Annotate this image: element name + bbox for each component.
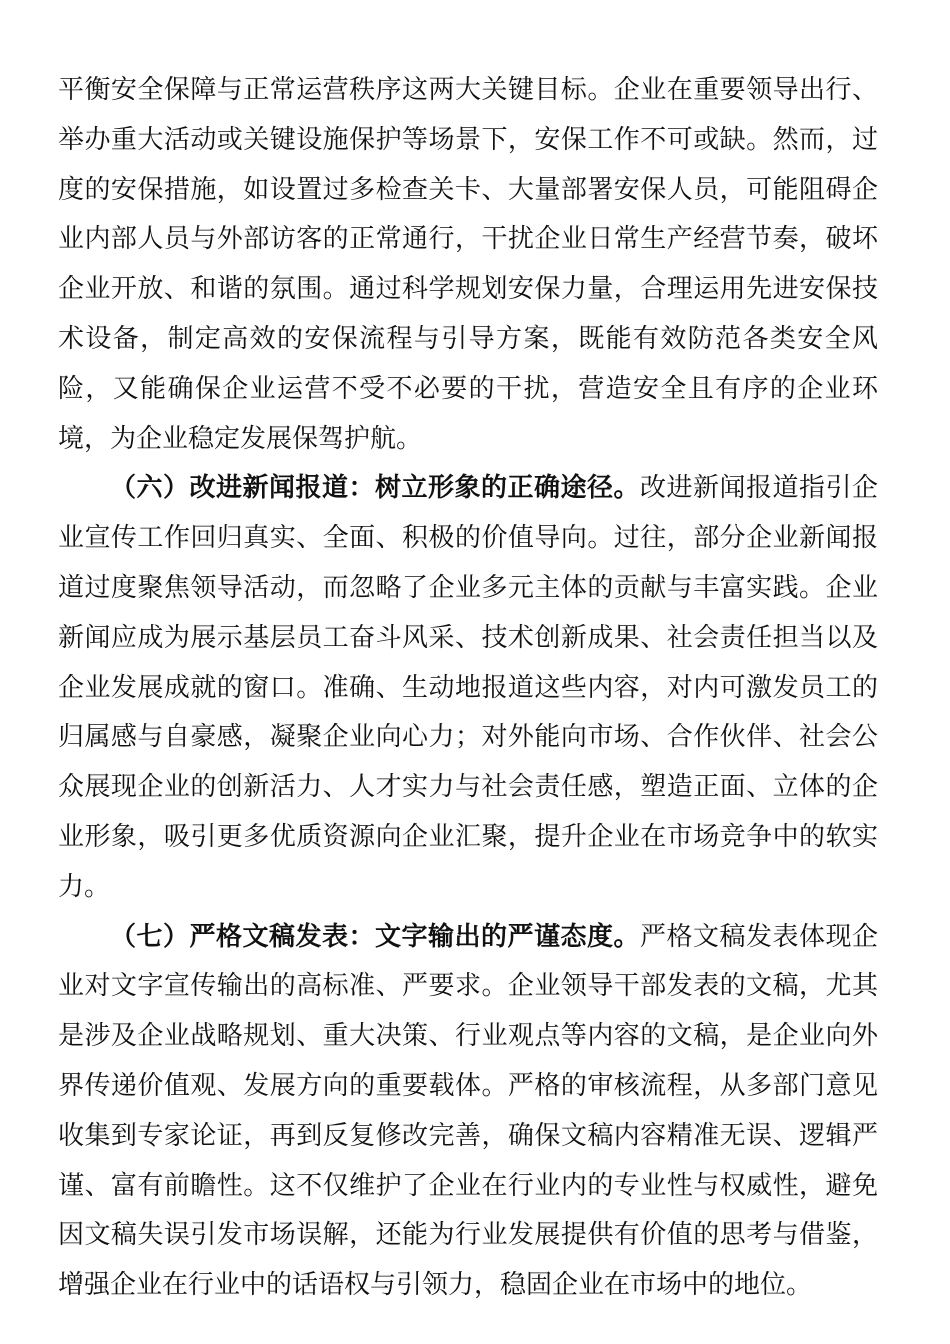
section-heading-six: （六）改进新闻报道：树立形象的正确途径。 bbox=[110, 473, 640, 504]
paragraph-text: 平衡安全保障与正常运营秩序这两大关键目标。企业在重要领导出行、举办重大活动或关键设施保护等场景下，安保工作不可或缺。然而，过度的安保措施，如设置过多检查关卡、大量部署安保人员，可能阻碍企业内部人员与外部访客的正常通行，干扰企业日常生产经营节奏，破坏企业开放、和谐的氛围。通过科学规划安保力量，合理运用先进安保技术设备，制定高效的安保流程与引导方案，既能有效防范各类安全风险，又能确保企业运营不受不必要的干扰，营造安全且有序的企业环境，为企业稳定发展保驾护航。 bbox=[58, 75, 878, 454]
paragraph-news-reporting bbox=[58, 464, 878, 912]
section-heading-seven: （七）严格文稿发表：文字输出的严谨态度。 bbox=[110, 921, 640, 952]
paragraph-security-balance bbox=[58, 66, 878, 464]
document-body bbox=[58, 66, 878, 1311]
paragraph-text: 改进新闻报道指引企业宣传工作回归真实、全面、积极的价值导向。过往，部分企业新闻报道过度聚焦领导活动，而忽略了企业多元主体的贡献与丰富实践。企业新闻应成为展示基层员工奋斗风采、技术创新成果、社会责任担当以及企业发展成就的窗口。准确、生动地报道这些内容，对内可激发员工的归属感与自豪感，凝聚企业向心力；对外能向市场、合作伙伴、社会公众展现企业的创新活力、人才实力与社会责任感，塑造正面、立体的企业形象，吸引更多优质资源向企业汇聚，提升企业在市场竞争中的软实力。 bbox=[58, 473, 878, 902]
paragraph-text: 严格文稿发表体现企业对文字宣传输出的高标准、严要求。企业领导干部发表的文稿，尤其是涉及企业战略规划、重大决策、行业观点等内容的文稿，是企业向外界传递价值观、发展方向的重要载体。严格的审核流程，从多部门意见收集到专家论证，再到反复修改完善，确保文稿内容精准无误、逻辑严谨、富有前瞻性。这不仅维护了企业在行业内的专业性与权威性，避免因文稿失误引发市场误解，还能为行业发展提供有价值的思考与借鉴，增强企业在行业中的话语权与引领力，稳固企业在市场中的地位。 bbox=[58, 921, 878, 1301]
paragraph-manuscript-publishing bbox=[58, 913, 878, 1311]
